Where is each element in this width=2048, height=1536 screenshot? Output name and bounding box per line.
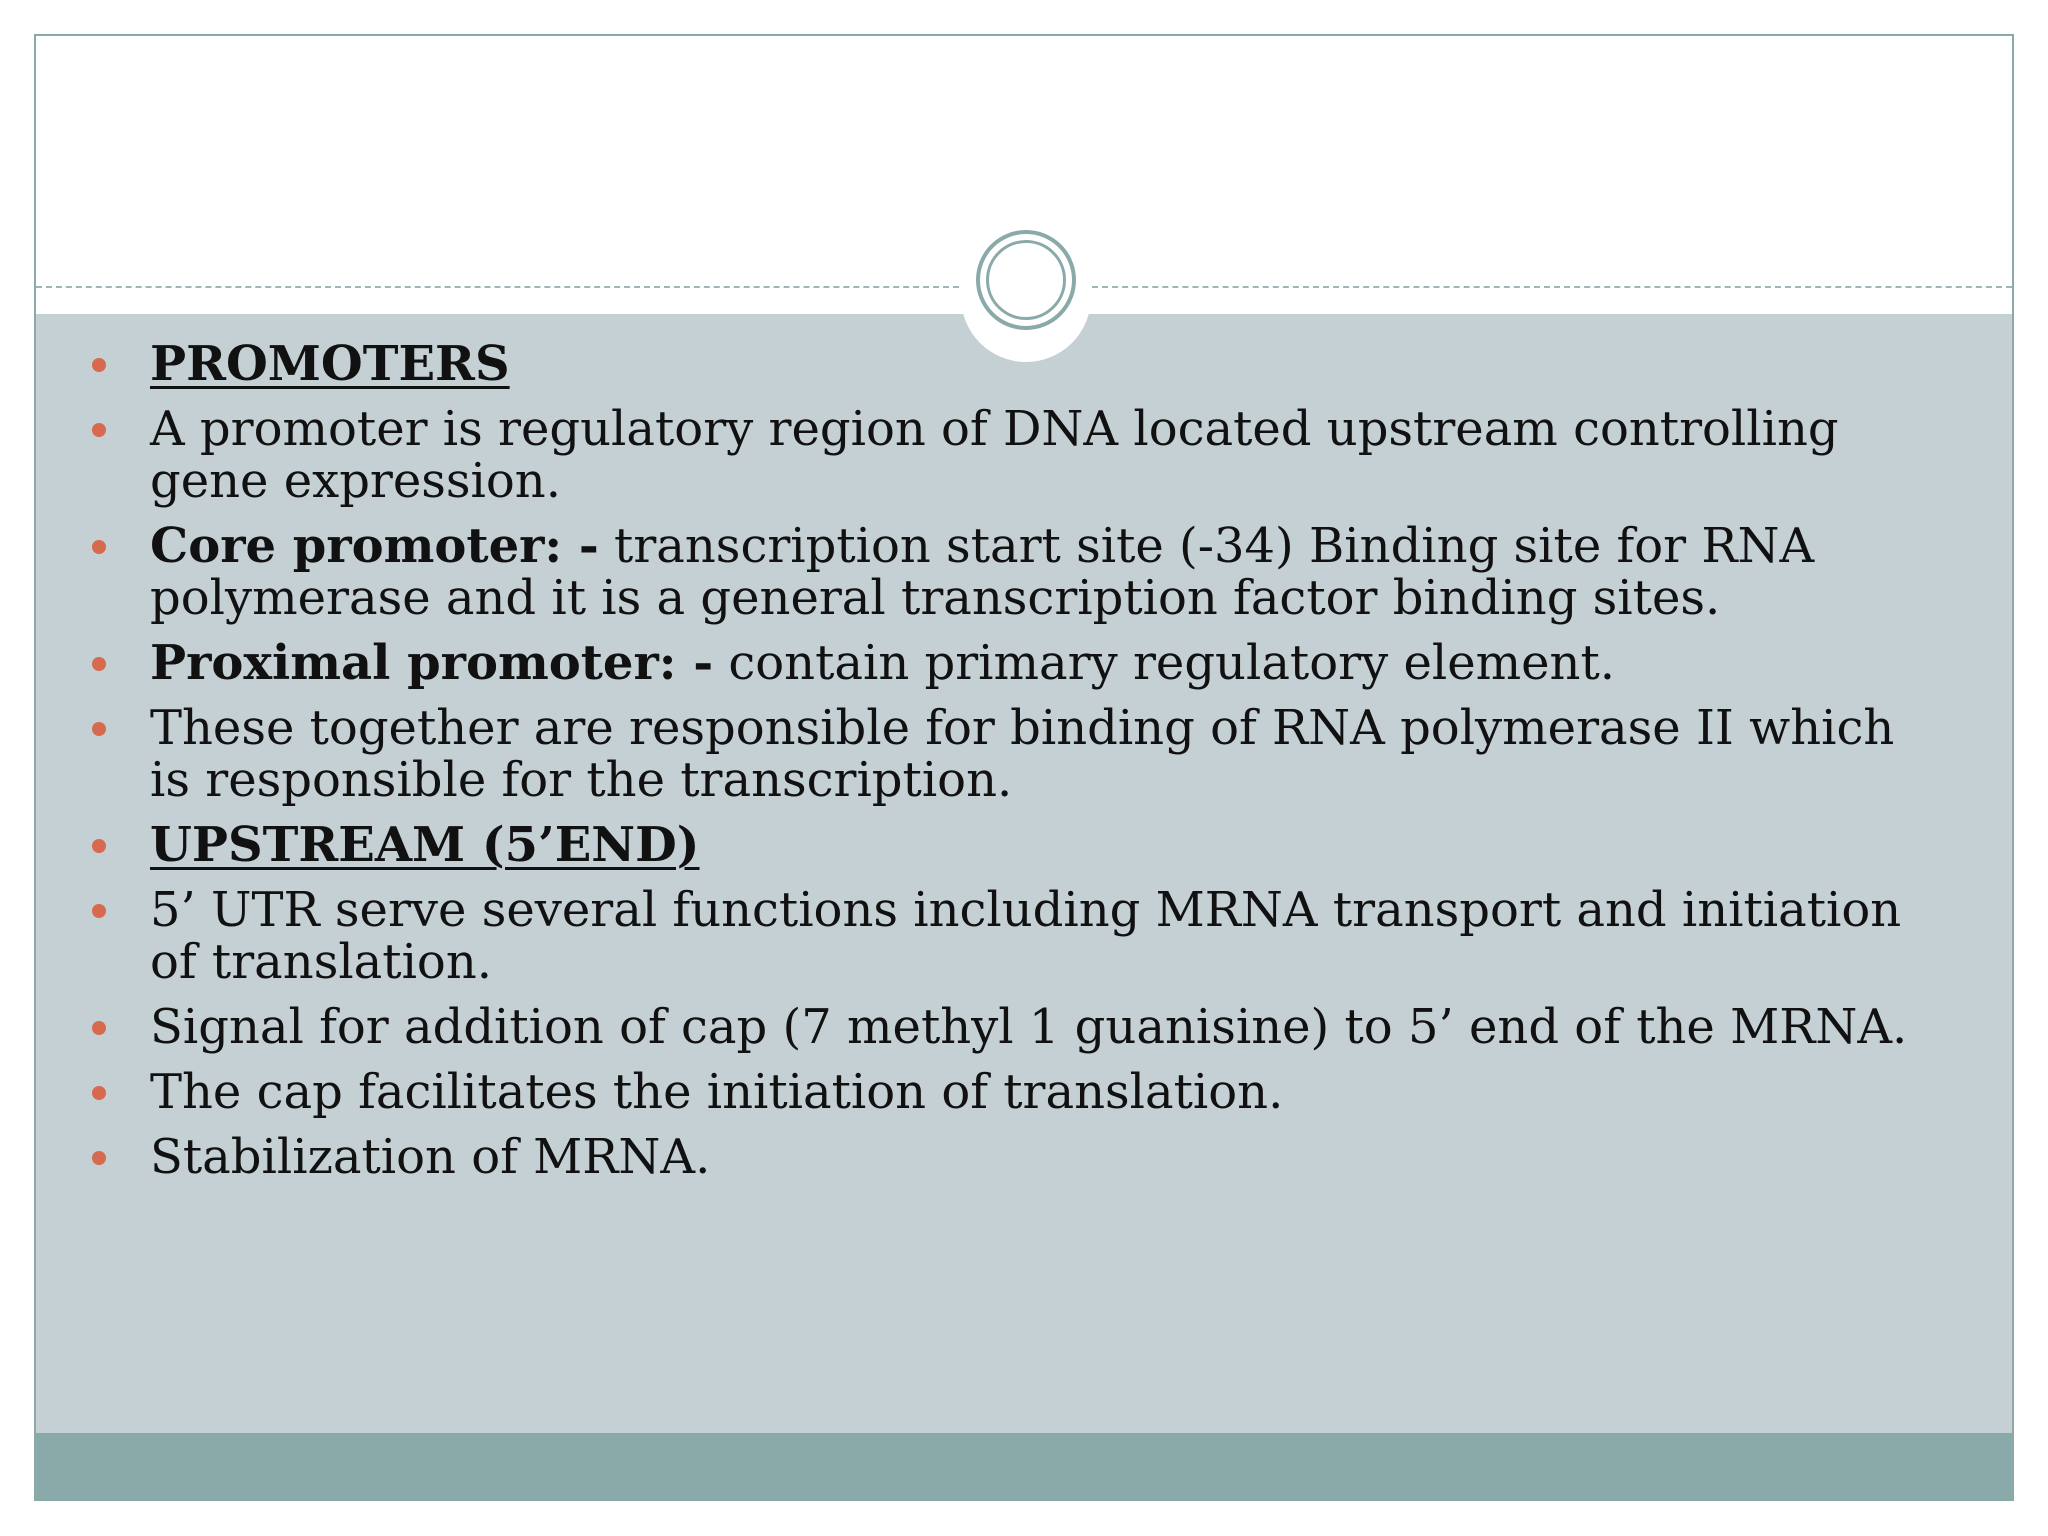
list-item — [116, 1001, 1946, 1053]
bullet-dot-icon — [92, 358, 106, 372]
bullet-text: contain primary regulatory element. — [713, 635, 1615, 691]
section-heading-upstream: UPSTREAM (5’END) — [150, 817, 700, 873]
list-item — [116, 338, 1946, 390]
bullet-dot-icon — [92, 722, 106, 736]
bullet-dot-icon — [92, 1021, 106, 1035]
bullet-dot-icon — [92, 423, 106, 437]
inner-ring-circle-icon — [986, 240, 1066, 320]
bullet-text: These together are responsible for binding of RNA polymerase II which is responsible for the transcription. — [150, 700, 1895, 808]
section-heading-promoters: PROMOTERS — [150, 336, 510, 392]
bullet-dot-icon — [92, 657, 106, 671]
list-item — [116, 884, 1946, 988]
bullet-list — [116, 338, 1946, 1196]
bullet-dot-icon — [92, 839, 106, 853]
header-divider-right — [1092, 286, 2012, 288]
bullet-dot-icon — [92, 540, 106, 554]
list-item — [116, 403, 1946, 507]
bullet-dot-icon — [92, 1151, 106, 1165]
bullet-dot-icon — [92, 904, 106, 918]
bullet-text: transcription start site (-34) Binding site for RNA polymerase and it is a general transcription factor binding sites. — [150, 518, 1815, 626]
list-item — [116, 1131, 1946, 1183]
list-item — [116, 520, 1946, 624]
term-core-promoter: Core promoter: - — [150, 518, 599, 574]
bullet-text: A promoter is regulatory region of DNA located upstream controlling gene expression. — [150, 401, 1839, 509]
slide-footer-band — [36, 1433, 2012, 1501]
list-item — [116, 1066, 1946, 1118]
list-item — [116, 637, 1946, 689]
term-proximal-promoter: Proximal promoter: - — [150, 635, 714, 691]
bullet-text: Signal for addition of cap (7 methyl 1 guanisine) to 5’ end of the MRNA. — [150, 999, 1908, 1055]
header-divider-left — [36, 286, 959, 288]
bullet-dot-icon — [92, 1086, 106, 1100]
bullet-text: The cap facilitates the initiation of translation. — [150, 1064, 1284, 1120]
list-item — [116, 819, 1946, 871]
list-item — [116, 702, 1946, 806]
bullet-text: 5’ UTR serve several functions including MRNA transport and initiation of translation. — [150, 882, 1902, 990]
bullet-text: Stabilization of MRNA. — [150, 1129, 711, 1185]
